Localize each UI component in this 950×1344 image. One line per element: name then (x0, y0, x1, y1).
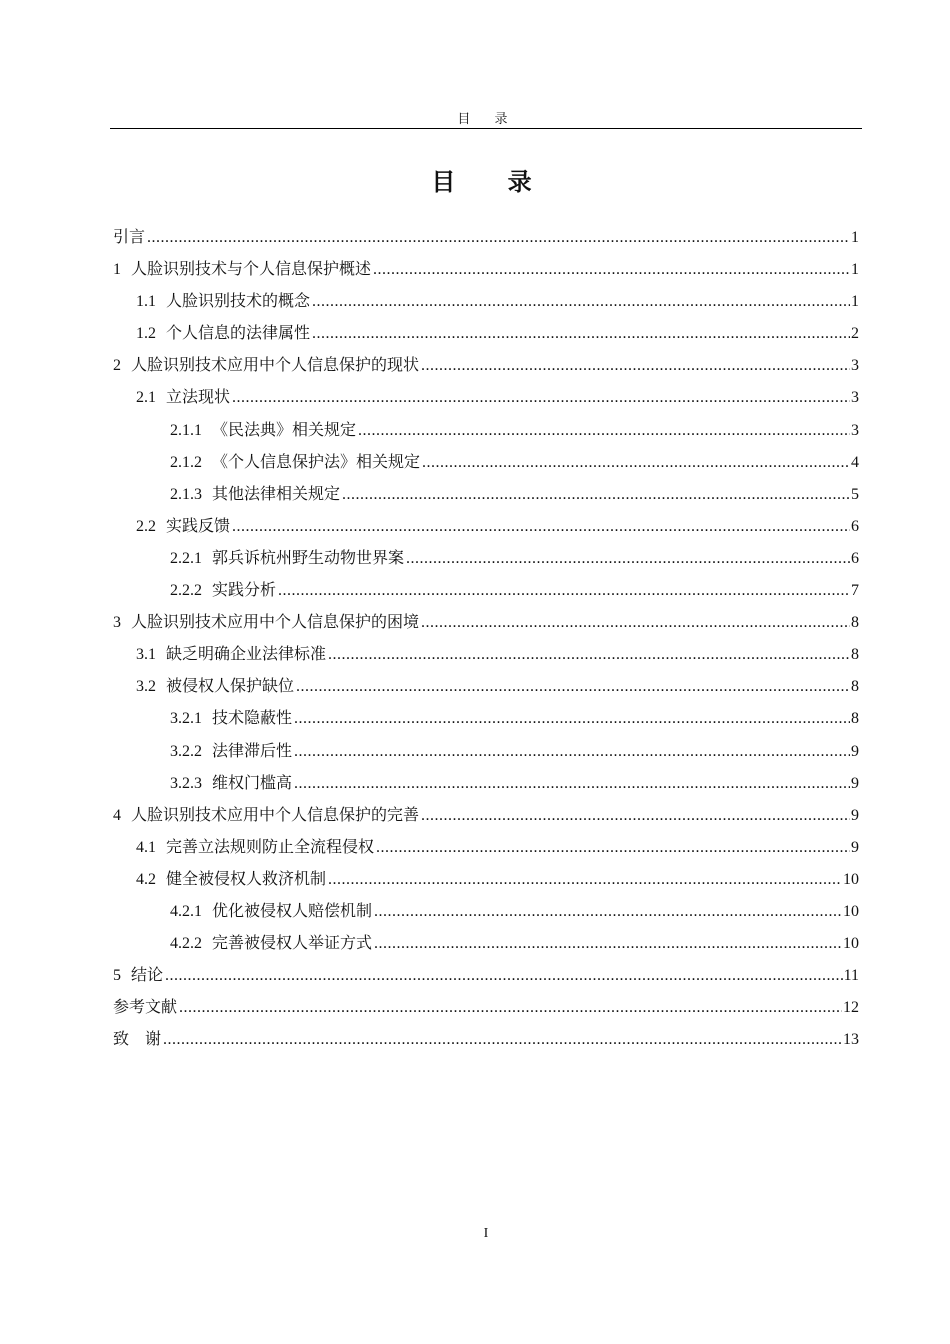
toc-dot-leader (422, 447, 850, 479)
toc-entry-label: 法律滞后性 (212, 740, 293, 760)
table-of-contents (113, 221, 859, 1055)
toc-entry-label: 缺乏明确企业法律标准 (166, 644, 327, 664)
toc-entry-label: 人脸识别技术应用中个人信息保护的完善 (131, 804, 420, 824)
toc-dot-leader (376, 832, 850, 864)
toc-entry-number: 1 (113, 261, 121, 279)
toc-entry[interactable] (113, 478, 859, 510)
toc-entry-label: 维权门槛高 (212, 772, 293, 792)
toc-dot-leader (421, 800, 850, 832)
toc-entry-number: 3.2.3 (170, 774, 202, 792)
toc-dot-leader (294, 736, 850, 768)
toc-entry[interactable] (113, 221, 859, 253)
toc-entry-page: 13 (843, 1031, 859, 1049)
toc-dot-leader (374, 896, 842, 928)
toc-entry[interactable] (113, 735, 859, 767)
toc-entry-label: 健全被侵权人救济机制 (166, 868, 327, 888)
toc-entry-number: 2.2.2 (170, 582, 202, 600)
toc-entry-label: 人脸识别技术的概念 (166, 291, 311, 311)
toc-entry-label: 引言 (113, 227, 146, 246)
toc-entry-number: 2.1.3 (170, 485, 202, 503)
toc-entry-number: 2.2 (136, 517, 156, 535)
toc-entry[interactable] (113, 446, 859, 478)
toc-entry-number: 3.2 (136, 678, 156, 696)
toc-entry[interactable] (113, 414, 859, 446)
toc-dot-leader (232, 511, 850, 543)
toc-entry-page: 2 (851, 325, 859, 343)
toc-entry[interactable] (113, 638, 859, 670)
toc-entry-label: 《个人信息保护法》相关规定 (212, 451, 421, 471)
toc-entry[interactable] (113, 831, 859, 863)
toc-dot-leader (342, 479, 850, 511)
toc-entry-label: 优化被侵权人赔偿机制 (212, 900, 373, 920)
toc-entry-label: 结论 (131, 965, 164, 985)
toc-entry-number: 4.2 (136, 870, 156, 888)
toc-entry-page: 1 (851, 293, 859, 311)
toc-dot-leader (294, 768, 850, 800)
toc-entry-page: 4 (851, 453, 859, 471)
toc-entry-number: 1.1 (136, 293, 156, 311)
toc-entry[interactable] (113, 510, 859, 542)
toc-entry-label: 致 谢 (113, 1029, 162, 1049)
toc-entry-page: 10 (843, 870, 859, 888)
toc-entry-page: 5 (851, 485, 859, 503)
toc-entry-number: 2.2.1 (170, 549, 202, 567)
toc-entry-page: 9 (851, 838, 859, 856)
toc-entry-number: 2.1.2 (170, 453, 202, 471)
toc-dot-leader (358, 415, 850, 447)
toc-entry[interactable] (113, 349, 859, 381)
toc-entry-page: 1 (851, 229, 859, 246)
toc-entry[interactable] (113, 863, 859, 895)
toc-dot-leader (312, 318, 850, 350)
toc-entry-page: 10 (843, 902, 859, 920)
toc-entry-number: 4.2.2 (170, 935, 202, 953)
header-rule (110, 128, 862, 129)
toc-dot-leader (232, 382, 850, 414)
toc-entry-number: 3.1 (136, 646, 156, 664)
toc-entry[interactable] (113, 991, 859, 1023)
toc-entry[interactable] (113, 542, 859, 574)
toc-entry-number: 4 (113, 806, 121, 824)
toc-entry-number: 2 (113, 357, 121, 375)
toc-entry-page: 9 (851, 806, 859, 824)
toc-entry-label: 实践反馈 (166, 515, 231, 535)
toc-entry-page: 8 (851, 678, 859, 696)
toc-entry[interactable] (113, 606, 859, 638)
toc-entry[interactable] (113, 927, 859, 959)
toc-entry-number: 3.2.2 (170, 742, 202, 760)
toc-entry-page: 3 (851, 389, 859, 407)
toc-entry[interactable] (113, 381, 859, 413)
toc-dot-leader (278, 575, 850, 607)
toc-entry[interactable] (113, 767, 859, 799)
toc-entry-label: 人脸识别技术应用中个人信息保护的困境 (131, 612, 420, 632)
toc-entry[interactable] (113, 702, 859, 734)
toc-entry-label: 其他法律相关规定 (212, 483, 341, 503)
toc-dot-leader (406, 543, 850, 575)
toc-entry[interactable] (113, 285, 859, 317)
toc-dot-leader (312, 286, 850, 318)
toc-entry[interactable] (113, 253, 859, 285)
toc-entry-number: 3.2.1 (170, 710, 202, 728)
toc-dot-leader (328, 864, 842, 896)
toc-entry-label: 立法现状 (166, 387, 231, 407)
toc-entry[interactable] (113, 574, 859, 606)
toc-dot-leader (179, 992, 842, 1024)
toc-entry-number: 5 (113, 967, 121, 985)
toc-entry[interactable] (113, 317, 859, 349)
toc-dot-leader (374, 928, 842, 960)
toc-entry[interactable] (113, 670, 859, 702)
toc-entry-page: 12 (843, 999, 859, 1017)
toc-entry-number: 2.1.1 (170, 421, 202, 439)
toc-dot-leader (373, 254, 850, 286)
toc-entry-page: 7 (851, 582, 859, 600)
toc-entry-page: 8 (851, 614, 859, 632)
toc-entry-page: 8 (851, 710, 859, 728)
running-header: 目 录 (457, 112, 518, 127)
toc-entry-page: 10 (843, 935, 859, 953)
toc-entry[interactable] (113, 959, 859, 991)
toc-entry-page: 11 (843, 967, 859, 985)
page-title: 目 录 (431, 168, 554, 196)
toc-entry-label: 完善被侵权人举证方式 (212, 933, 373, 953)
toc-entry-page: 6 (851, 517, 859, 535)
toc-entry-page: 9 (851, 774, 859, 792)
toc-entry-page: 1 (851, 261, 859, 279)
toc-dot-leader (163, 1024, 842, 1056)
toc-entry-label: 郭兵诉杭州野生动物世界案 (212, 547, 405, 567)
toc-dot-leader (421, 607, 850, 639)
toc-entry-label: 完善立法规则防止全流程侵权 (166, 836, 375, 856)
toc-entry-label: 个人信息的法律属性 (166, 323, 311, 343)
toc-entry[interactable] (113, 799, 859, 831)
toc-dot-leader (165, 960, 843, 992)
toc-dot-leader (296, 671, 850, 703)
toc-entry-label: 被侵权人保护缺位 (166, 676, 295, 696)
toc-entry-number: 4.2.1 (170, 902, 202, 920)
toc-entry-label: 技术隐蔽性 (212, 708, 293, 728)
toc-entry-label: 《民法典》相关规定 (212, 419, 357, 439)
toc-entry-label: 参考文献 (113, 997, 178, 1017)
toc-entry-page: 9 (851, 742, 859, 760)
toc-entry-label: 人脸识别技术应用中个人信息保护的现状 (131, 355, 420, 375)
toc-entry[interactable] (113, 895, 859, 927)
toc-entry-label: 人脸识别技术与个人信息保护概述 (131, 259, 372, 279)
toc-dot-leader (147, 222, 850, 254)
toc-dot-leader (328, 639, 850, 671)
toc-entry-number: 4.1 (136, 838, 156, 856)
page-number: I (483, 1226, 489, 1241)
toc-entry-number: 3 (113, 614, 121, 632)
toc-entry-page: 3 (851, 357, 859, 375)
toc-entry-number: 1.2 (136, 325, 156, 343)
toc-entry-page: 3 (851, 421, 859, 439)
toc-entry-page: 8 (851, 646, 859, 664)
toc-dot-leader (421, 350, 850, 382)
toc-entry-number: 2.1 (136, 389, 156, 407)
toc-entry[interactable] (113, 1023, 859, 1055)
toc-dot-leader (294, 703, 850, 735)
toc-entry-label: 实践分析 (212, 580, 277, 600)
toc-entry-page: 6 (851, 549, 859, 567)
